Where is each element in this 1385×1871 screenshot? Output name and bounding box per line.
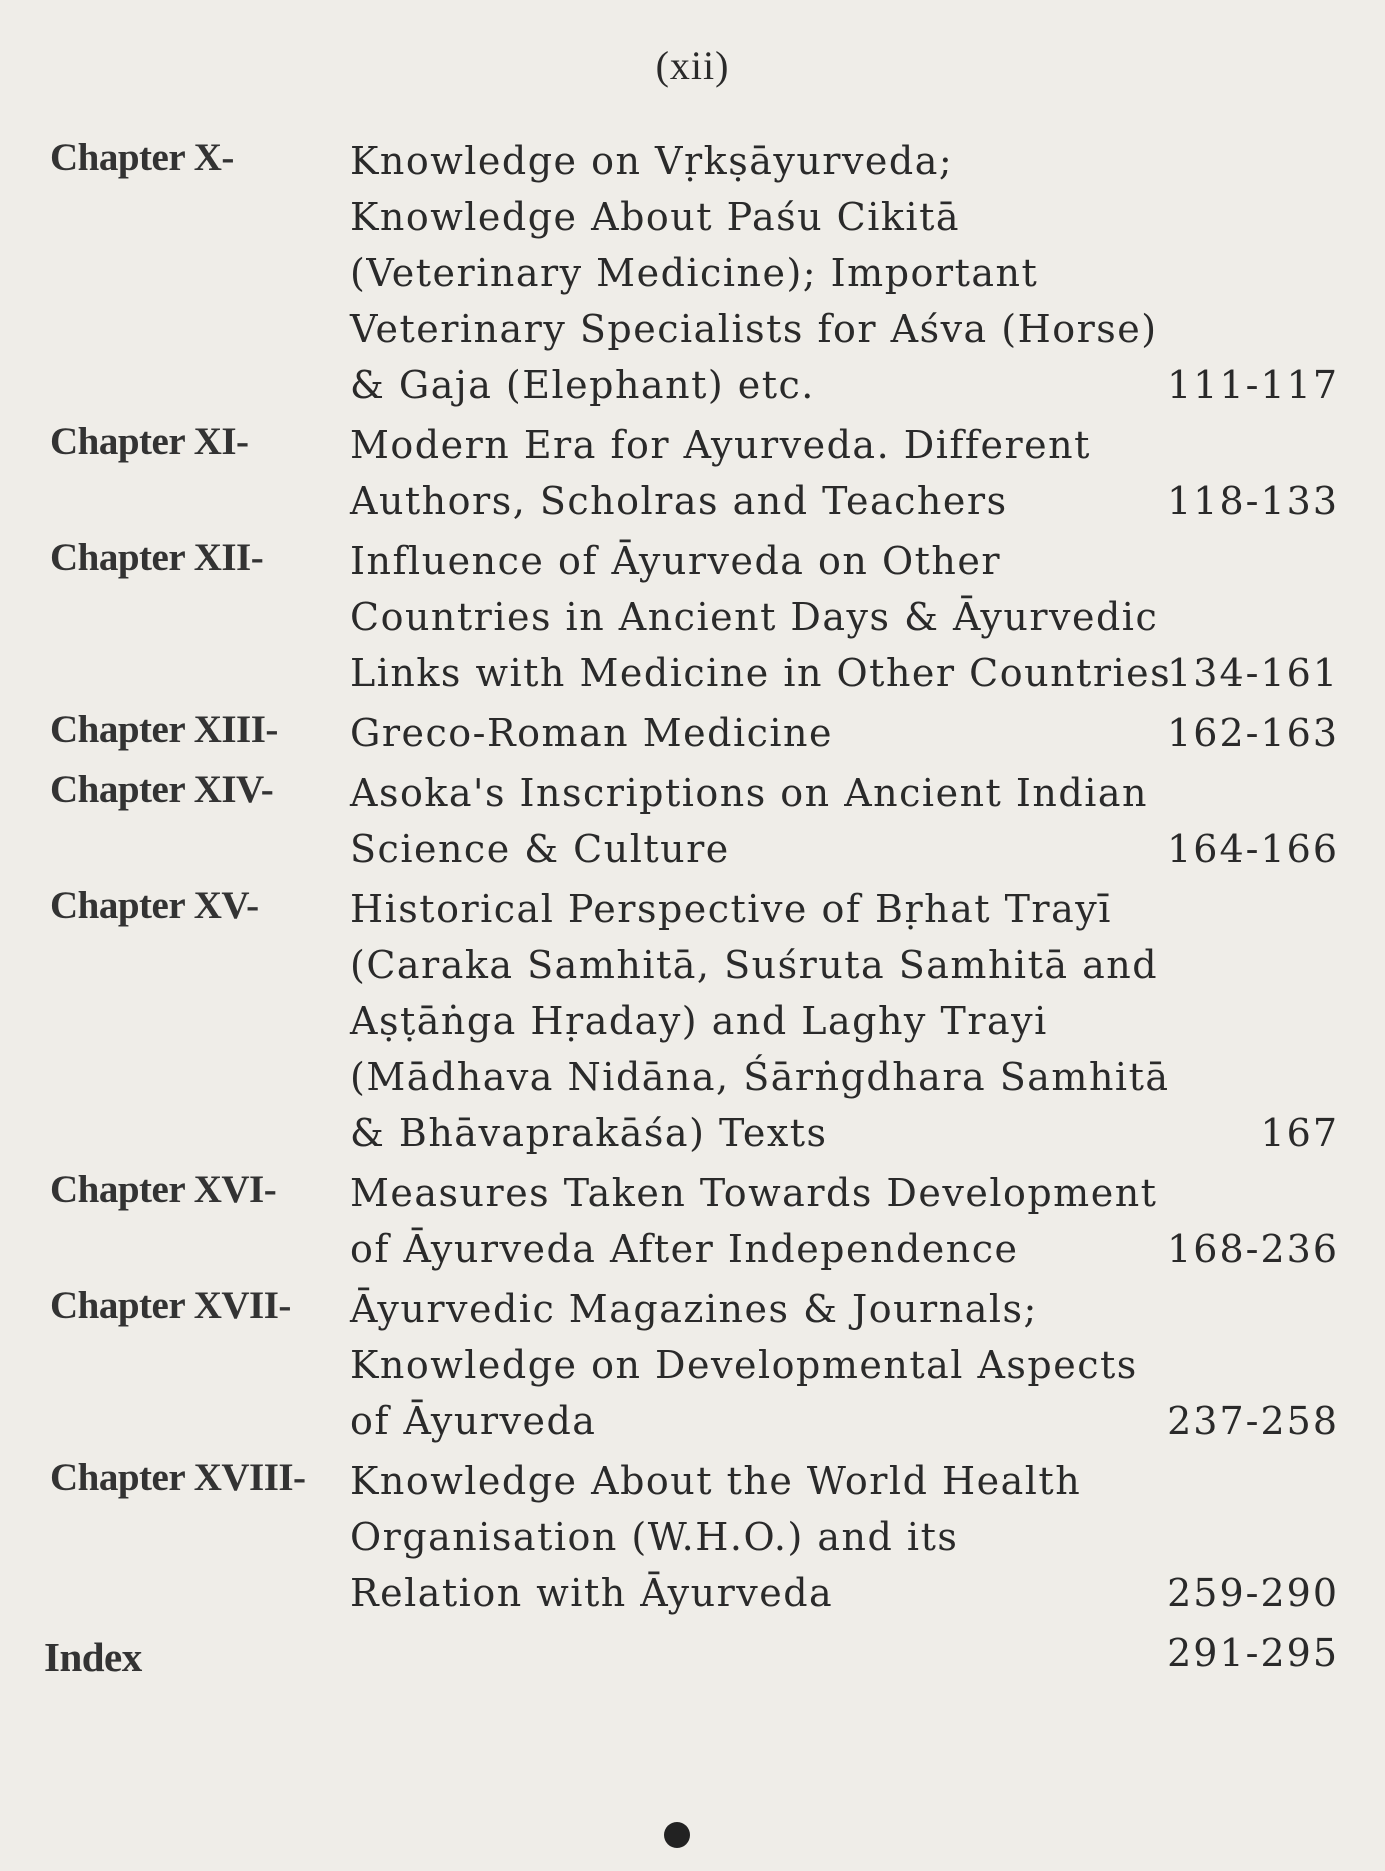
chapter-title: Knowledge About the World Health Organisation (W.H.O.) and its Relation with Āyurveda [350, 1459, 1082, 1615]
toc-entry-chapter-xi [44, 417, 1339, 529]
toc-entry-chapter-x [44, 133, 1339, 413]
page-range: 111-117 [1167, 363, 1339, 407]
page-range: 168-236 [1167, 1227, 1339, 1271]
chapter-label: Chapter XVIII- [50, 1456, 306, 1499]
page-range: 237-258 [1167, 1399, 1339, 1443]
toc-entry-index [44, 1625, 1339, 1681]
chapter-title: Greco-Roman Medicine [350, 711, 834, 755]
toc-entry-chapter-xiii [44, 705, 1339, 761]
chapter-label: Chapter XIV- [50, 768, 274, 811]
toc-entry-chapter-xviii [44, 1453, 1339, 1621]
toc-entry-chapter-xvi [44, 1165, 1339, 1277]
chapter-title: Āyurvedic Magazines & Journals; Knowledge on Developmental Aspects of Āyurveda [350, 1287, 1138, 1443]
page-range: 259-290 [1167, 1571, 1339, 1615]
index-page-range: 291-295 [1167, 1631, 1339, 1675]
page-range: 162-163 [1167, 711, 1339, 755]
toc-entry-chapter-xii [44, 533, 1339, 701]
index-label: Index [44, 1634, 142, 1680]
page-range: 134-161 [1167, 651, 1339, 695]
toc-entry-chapter-xv [44, 881, 1339, 1161]
chapter-label: Chapter XVI- [50, 1168, 277, 1211]
chapter-title: Influence of Āyurveda on Other Countries in Ancient Days & Āyurvedic Links with Medicine in Other Countries [350, 539, 1172, 695]
toc-entry-chapter-xvii [44, 1281, 1339, 1449]
table-of-contents [44, 133, 1339, 1685]
chapter-label: Chapter XVII- [50, 1284, 291, 1327]
chapter-label: Chapter X- [50, 136, 234, 179]
page-range: 118-133 [1167, 479, 1339, 523]
page-range: 164-166 [1167, 827, 1339, 871]
page-number: (xii) [655, 43, 730, 88]
chapter-title: Knowledge on Vṛkṣāyurveda; Knowledge About Paśu Cikitā (Veterinary Medicine); Important Veterinary Specialists for Aśva (Horse) & Gaja (Elephant) etc. [350, 139, 1158, 407]
bullet-dot-icon [664, 1822, 690, 1848]
chapter-title: Asoka's Inscriptions on Ancient Indian Science & Culture [350, 771, 1148, 871]
chapter-label: Chapter XIII- [50, 708, 278, 751]
chapter-label: Chapter XII- [50, 536, 264, 579]
chapter-label: Chapter XI- [50, 420, 249, 463]
chapter-title: Historical Perspective of Bṛhat Trayī (Caraka Samhitā, Suśruta Samhitā and Aṣṭāṅga Hṛaday) and Laghy Trayi (Mādhava Nidāna, Śārṅgdhara Samhitā & Bhāvaprakāśa) Texts [350, 887, 1170, 1155]
index-title-spacer [350, 1625, 1220, 1681]
toc-entry-chapter-xiv [44, 765, 1339, 877]
chapter-title: Measures Taken Towards Development of Āyurveda After Independence [350, 1171, 1158, 1271]
page-range: 167 [1260, 1111, 1339, 1155]
chapter-label: Chapter XV- [50, 884, 259, 927]
chapter-title: Modern Era for Ayurveda. Different Authors, Scholras and Teachers [350, 423, 1091, 523]
